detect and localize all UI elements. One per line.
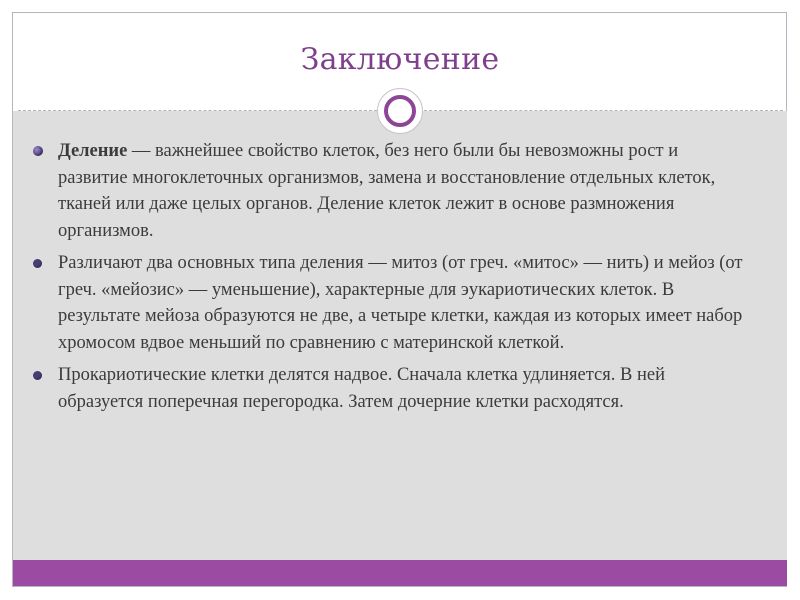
bullet-item-division-types bbox=[32, 250, 747, 356]
bullet-term: Деление bbox=[58, 141, 128, 161]
bullet-text: Прокариотические клетки делятся надвое. Сначала клетка удлиняется. В ней образуется поперечная перегородка. Затем дочерние клетки расходятся. bbox=[58, 365, 665, 412]
bullet-dot-icon bbox=[33, 371, 42, 380]
circle-ring-icon bbox=[384, 95, 416, 127]
bullet-text: — важнейшее свойство клеток, без него были бы невозможны рост и развитие многоклеточных организмов, замена и восстановление отдельных клеток, тканей или даже целых органов. Деление клеток лежит в основе размножения организмов. bbox=[58, 141, 716, 241]
bullet-dot-icon bbox=[33, 146, 43, 156]
bullet-text: Различают два основных типа деления — митоз (от греч. «митос» — нить) и мейоз (от греч. «мейозис» — уменьшение), характерные для эукариотических клеток. В результате мейоза образуются не две, а четыре клетки, каждая из которых имеет набор хромосом вдвое меньший по сравнению с материнской клеткой. bbox=[58, 253, 743, 353]
bullet-dot-icon bbox=[33, 259, 42, 268]
slide-title: Заключение bbox=[300, 42, 500, 77]
bullet-item-division bbox=[32, 138, 747, 244]
bottom-accent-band bbox=[13, 560, 787, 586]
bullet-item-prokaryotes bbox=[32, 362, 747, 415]
bullet-list bbox=[32, 138, 747, 421]
